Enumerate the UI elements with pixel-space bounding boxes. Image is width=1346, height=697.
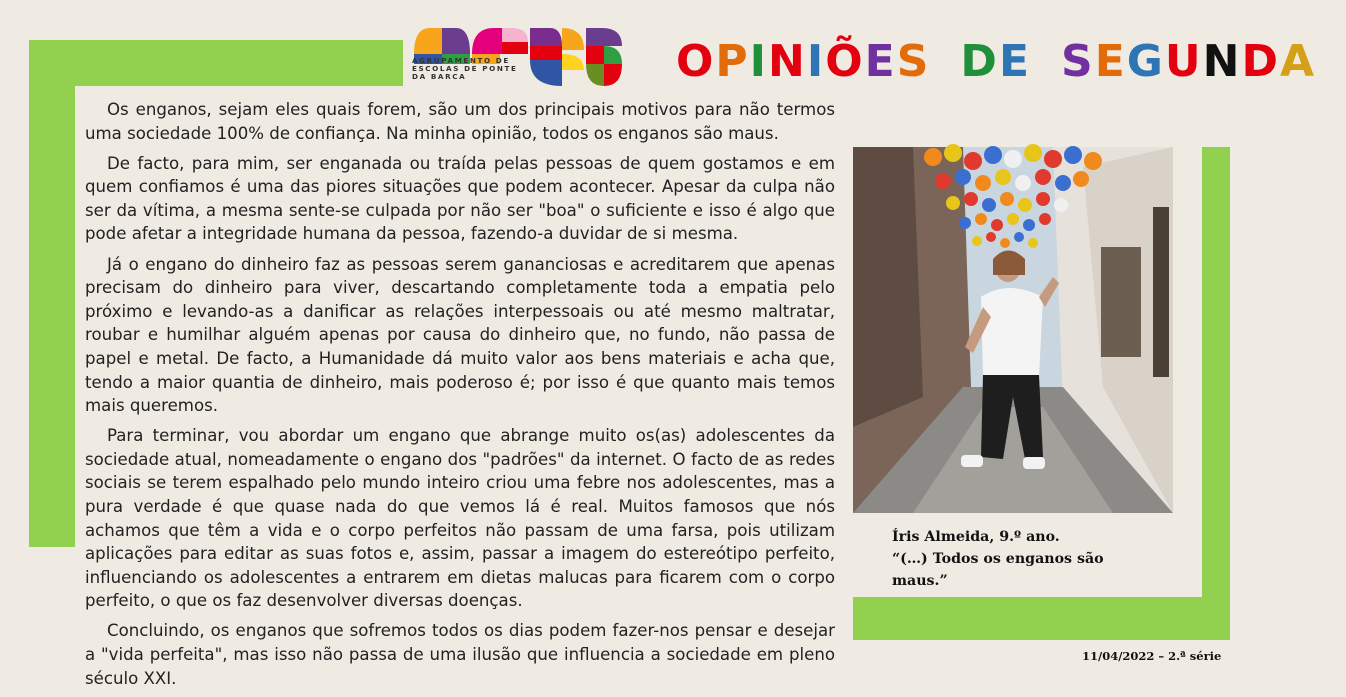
title-letter: P <box>715 36 750 87</box>
title-letter: I <box>749 36 769 87</box>
article-paragraph: Para terminar, vou abordar um engano que abrange muito os(as) adolescentes da sociedade atual, nomeadamente o engano dos "padrões" da internet. O facto de as redes sociais se terem espalhado pelo mundo inteiro criou uma febre nos adolescentes, mas a pura verdade é que quase nada do que vemos lá é real. Muitos famosos que nós achamos que têm a vida e o corpo perfeitos não passam de uma farsa, pois utilizam aplicações para editar as suas fotos e, assim, passar a imagem do estereótipo perfeito, influenciando os adolescentes a entrarem em dietas malucas para ficarem com o corpo perfeito, o que os faz desenvolver diversas doenças. <box>85 426 835 611</box>
title-letter: Õ <box>825 36 865 87</box>
title-letter: E <box>1094 36 1127 87</box>
article-paragraph: Concluindo, os enganos que sofremos todos os dias podem fazer-nos pensar e desejar a "vida perfeita", mas isso não passa de uma ilusão que influencia a sociedade em pleno século XXI. <box>85 621 835 688</box>
article-paragraph: Já o engano do dinheiro faz as pessoas serem gananciosas e acreditarem que apenas precisam do dinheiro para viver, descartando completamente toda a empatia pelo próximo e levando-as a danificar as relações interpessoais ou até mesmo maltratar, roubar e humilhar alguém apenas por causa do dinheiro que, no fundo, não passa de papel e metal. De facto, a Humanidade dá muito valor aos bens materiais e acha que, tendo a maior quantia de dinheiro, mais poderoso é; por isso é que quanto mais temos mais queremos. <box>85 254 835 416</box>
title-letter: U <box>1164 36 1203 87</box>
title-letter: D <box>1241 36 1280 87</box>
date-series: 11/04/2022 – 2.ª série <box>1082 649 1222 663</box>
logo-text: AGRUPAMENTO DE ESCOLAS DE PONTE DA BARCA <box>412 56 518 81</box>
title-letter: E <box>998 36 1031 87</box>
caption-author: Íris Almeida, 9.º ano. <box>892 529 1060 545</box>
article-paragraph: Os enganos, sejam eles quais forem, são um dos principais motivos para não termos uma sociedade 100% de confiança. Na minha opinião, todos os enganos são maus. <box>85 100 835 143</box>
title-letter: S <box>1061 36 1095 87</box>
title-letter: D <box>960 36 999 87</box>
title-letter: G <box>1126 36 1165 87</box>
title-letter: S <box>896 36 931 87</box>
title-word <box>960 36 1031 87</box>
student-photo <box>853 147 1173 513</box>
page-title <box>676 36 1346 88</box>
photo-caption <box>892 526 1162 592</box>
title-letter: I <box>806 36 826 87</box>
title-word <box>1061 36 1316 87</box>
title-letter: O <box>676 36 716 87</box>
title-letter: N <box>768 36 807 87</box>
title-letter: N <box>1202 36 1242 87</box>
title-letter: A <box>1279 36 1317 87</box>
caption-quote: “(…) Todos os enganos são maus.” <box>892 551 1104 589</box>
article-body <box>85 98 835 697</box>
article-paragraph: De facto, para mim, ser enganada ou traída pelas pessoas de quem gostamos e em quem confiamos é uma das piores situações que podem acontecer. Apesar da culpa não ser da vítima, a mesma sente-se culpada por não ser "boa" o suficiente e isso é algo que pode afetar a integridade humana da pessoa, fazendo-a duvidar de si mesma. <box>85 153 835 244</box>
title-letter: E <box>864 36 897 87</box>
title-word <box>676 36 930 87</box>
